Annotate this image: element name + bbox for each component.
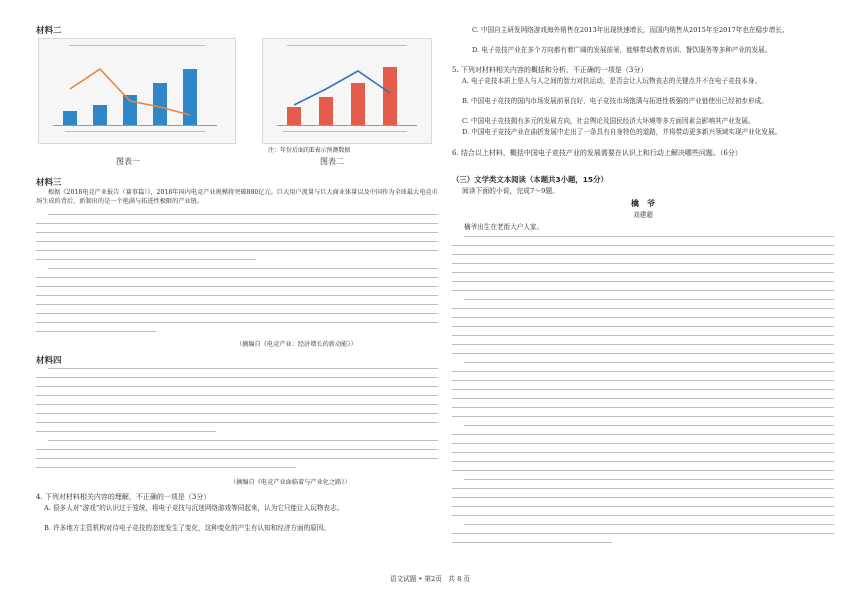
material4-source: （摘编自《电竞产业面临着与产业化之路》）: [230, 479, 351, 486]
q4-stem: 4. 下列对材料相关内容的理解，不正确的一项是（3分）: [36, 493, 211, 501]
chart-1: [38, 38, 236, 144]
material2-heading: 材料二: [36, 26, 62, 36]
material3-heading: 材料三: [36, 178, 62, 188]
q4-option-b: B. 许多地方主管机构对待电子竞技的态度发生了变化，这种变化的产生有认知和经济方面的原因。: [44, 524, 330, 532]
chart-2-title-text: [287, 45, 407, 46]
q5-option-c: C. 中国电子竞技拥有多元的发展方向，社会舆论及国民经济大环境等多方面因素会影响其产业发展。: [462, 117, 755, 125]
q5-option-d: D. 中国电子竞技产业在曲折发展中走出了一条具有自身特色的道路，并将带动更多新兴领域实现产业化发展。: [462, 128, 782, 136]
material3-source: （摘编自《电竞产业：经济增长的新动能》）: [236, 341, 357, 348]
chart-2-axis-labels: [283, 131, 407, 132]
story-paragraph-1: 檎爷出生在老街大户人家。: [464, 223, 544, 231]
q5-option-a: A. 电子竞技本质上是人与人之间的智力对抗运动，是否会让人玩物丧志的关键点并不在电子竞技本身。: [462, 77, 762, 85]
q5-option-b: B. 中国电子竞技的国内市场发展前景良好，电子竞技市场饱满与拓进性极强的产业链使出已经初步形成。: [462, 97, 768, 105]
page-footer: 语文试题 • 第2页 共 8 页: [389, 575, 470, 583]
chart-2-note: 注：年份后面的E表示预测数据: [268, 147, 351, 154]
section3-heading: （三）文学类文本阅读（本题共3小题，15分）: [452, 175, 608, 184]
q4-option-a: A. 很多人对“游戏”的认识过于笼统，将电子竞技与沉迷网络游戏等同起来，认为它只能让人玩物丧志。: [44, 504, 344, 512]
chart-1-growth-line: [53, 59, 217, 125]
q4-option-d: D. 电子竞技产业在多个方向都有着广阔的发展前景，能够带动教育培训、餐饮服务等多种产业的发展。: [472, 46, 772, 54]
chart-1-axis-labels: [65, 131, 205, 132]
chart-1-plot: [53, 59, 217, 126]
material3-paragraph-1: 根据《2018电竞产业报告（赛事篇）》，2018年国内电竞产业规模将突破880亿元。巨大用户流量与巨大商业体量以及中国作为全球最大电竞市场生成的背后，新制出的是一个艳满与拓进性极限的产业链。: [36, 189, 438, 206]
chart-2-plot: [277, 59, 417, 126]
story-title: 檎 爷: [631, 198, 655, 208]
q6-stem: 6. 结合以上材料，概括中国电子竞技产业的发展需要在认识上和行动上解决哪些问题。（6分）: [452, 149, 742, 157]
chart-2-growth-line: [277, 59, 417, 125]
section3-instruction: 阅读下面的小说，完成7～9题。: [462, 187, 560, 195]
chart-1-title-text: [69, 45, 205, 46]
story-author: 刘建超: [633, 211, 653, 219]
q4-option-c: C. 中国自主研发网络游戏海外销售在2013年出现快速增长，而国内销售从2015年至2017年也在稳步增长。: [472, 26, 789, 34]
chart-1-caption: 图表一: [116, 157, 140, 166]
chart-2-caption: 图表二: [320, 157, 344, 166]
chart-2: [262, 38, 432, 144]
q5-stem: 5. 下列对材料相关内容的概括和分析，不正确的一项是（3分）: [452, 66, 648, 74]
material4-heading: 材料四: [36, 356, 62, 366]
